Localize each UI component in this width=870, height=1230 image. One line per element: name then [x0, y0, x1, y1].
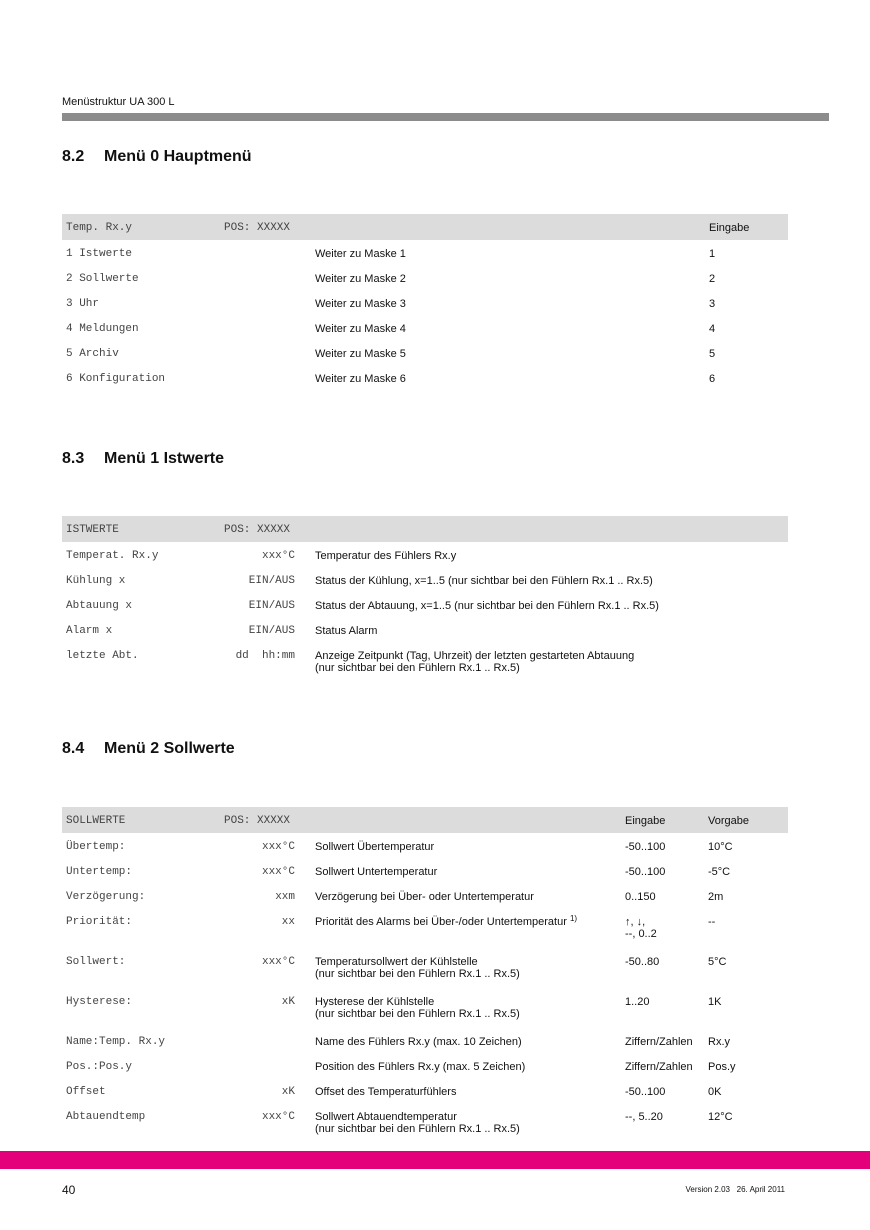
page-number: 40	[62, 1183, 76, 1197]
table-row	[62, 833, 788, 858]
header-divider	[62, 113, 829, 121]
row-default: 0K	[708, 1086, 722, 1098]
row-desc-note: (nur sichtbar bei den Fühlern Rx.1 .. Rx.5)	[315, 1008, 520, 1020]
row-value: xxx°C	[261, 550, 295, 562]
row-label: Hysterese:	[66, 996, 133, 1008]
row-label: Temperat. Rx.y	[66, 550, 159, 562]
row-label: Name:Temp. Rx.y	[66, 1036, 166, 1048]
header-input: Eingabe	[709, 222, 750, 234]
row-input: Ziffern/Zahlen	[625, 1036, 693, 1048]
header-pos: POS: XXXXX	[224, 524, 291, 536]
row-desc: Temperatur des Fühlers Rx.y	[315, 550, 457, 562]
row-desc: Name des Fühlers Rx.y (max. 10 Zeichen)	[315, 1036, 522, 1048]
row-default: Pos.y	[708, 1061, 736, 1073]
header-default: Vorgabe	[708, 815, 749, 827]
section-heading: Menü 0 Hauptmenü	[104, 148, 252, 165]
table-row	[62, 1103, 788, 1143]
row-value: EIN/AUS	[248, 600, 295, 612]
row-value: xxx°C	[261, 866, 295, 878]
table-row	[62, 567, 788, 592]
table-row	[62, 908, 788, 948]
row-label: Offset	[66, 1086, 106, 1098]
table-header	[62, 807, 788, 833]
table-header	[62, 214, 788, 240]
row-input: 4	[709, 323, 716, 335]
row-value: xK	[281, 1086, 295, 1098]
row-value: xx	[281, 916, 295, 928]
row-desc: Weiter zu Maske 3	[315, 298, 406, 310]
row-input-2: --, 0..2	[625, 928, 657, 940]
row-default: 5°C	[708, 956, 727, 968]
row-input: 6	[709, 373, 716, 385]
section-number: 8.3	[62, 450, 85, 467]
header-label: Temp. Rx.y	[66, 222, 133, 234]
table-row	[62, 1078, 788, 1103]
header-pos: POS: XXXXX	[224, 222, 291, 234]
row-label: Verzögerung:	[66, 891, 146, 903]
row-label: Untertemp:	[66, 866, 133, 878]
row-desc: Weiter zu Maske 4	[315, 323, 406, 335]
row-value: EIN/AUS	[248, 575, 295, 587]
row-value: dd hh:mm	[235, 650, 295, 662]
row-label: 5 Archiv	[66, 348, 119, 360]
row-default: 1K	[708, 996, 722, 1008]
header-pos: POS: XXXXX	[224, 815, 291, 827]
row-input: 3	[709, 298, 716, 310]
row-input: -50..100	[625, 1086, 666, 1098]
running-header: Menüstruktur UA 300 L	[62, 96, 175, 108]
row-value: xK	[281, 996, 295, 1008]
row-label: Kühlung x	[66, 575, 126, 587]
table-row	[62, 1053, 788, 1078]
row-label: letzte Abt.	[66, 650, 139, 662]
row-default: Rx.y	[708, 1036, 730, 1048]
row-desc: Sollwert Untertemperatur	[315, 866, 438, 878]
footer-accent-bar	[0, 1151, 870, 1169]
row-input: 1..20	[625, 996, 650, 1008]
row-label: Abtauung x	[66, 600, 133, 612]
header-input: Eingabe	[625, 815, 666, 827]
row-desc: Sollwert Abtauendtemperatur	[315, 1111, 457, 1123]
row-input: Ziffern/Zahlen	[625, 1061, 693, 1073]
row-desc: Sollwert Übertemperatur	[315, 841, 435, 853]
row-desc-wrap	[315, 916, 577, 928]
row-label: Pos.:Pos.y	[66, 1061, 133, 1073]
table-row	[62, 340, 788, 365]
row-default: 12°C	[708, 1111, 733, 1123]
row-desc: Weiter zu Maske 2	[315, 273, 406, 285]
header-label: ISTWERTE	[66, 524, 119, 536]
row-label: 4 Meldungen	[66, 323, 139, 335]
table-row	[62, 290, 788, 315]
row-desc: Position des Fühlers Rx.y (max. 5 Zeichen)	[315, 1061, 526, 1073]
table-row	[62, 542, 788, 567]
row-input: ↑, ↓,	[625, 916, 646, 928]
table-row	[62, 315, 788, 340]
row-input: 0..150	[625, 891, 656, 903]
row-desc: Weiter zu Maske 5	[315, 348, 406, 360]
row-input: --, 5..20	[625, 1111, 663, 1123]
row-input: 2	[709, 273, 716, 285]
row-input: -50..80	[625, 956, 660, 968]
section-title-8-3	[62, 450, 224, 468]
section-number: 8.2	[62, 148, 85, 165]
table-istwerte	[62, 516, 788, 682]
table-row	[62, 948, 788, 988]
row-default: 10°C	[708, 841, 733, 853]
table-sollwerte	[62, 807, 788, 1143]
section-title-8-2	[62, 148, 252, 166]
row-desc: Priorität des Alarms bei Über-/oder Untertemperatur	[315, 916, 567, 928]
row-desc: Anzeige Zeitpunkt (Tag, Uhrzeit) der letzten gestarteten Abtauung	[315, 650, 635, 662]
row-desc: Offset des Temperaturfühlers	[315, 1086, 457, 1098]
table-row	[62, 240, 788, 265]
row-desc-note: (nur sichtbar bei den Fühlern Rx.1 .. Rx.5)	[315, 662, 520, 674]
version-info: Version 2.03 26. April 2011	[685, 1185, 785, 1194]
table-row	[62, 858, 788, 883]
row-default: --	[708, 916, 716, 928]
row-value: xxx°C	[261, 841, 295, 853]
row-desc: Weiter zu Maske 6	[315, 373, 406, 385]
row-desc: Hysterese der Kühlstelle	[315, 996, 435, 1008]
table-row	[62, 1028, 788, 1053]
table-hauptmenue	[62, 214, 788, 390]
table-row	[62, 265, 788, 290]
header-label: SOLLWERTE	[66, 815, 126, 827]
row-input: -50..100	[625, 866, 666, 878]
row-value: xxx°C	[261, 956, 295, 968]
table-row	[62, 883, 788, 908]
section-number: 8.4	[62, 740, 85, 757]
section-title-8-4	[62, 740, 235, 758]
row-label: 1 Istwerte	[66, 248, 133, 260]
row-label: 6 Konfiguration	[66, 373, 166, 385]
table-row	[62, 617, 788, 642]
section-heading: Menü 1 Istwerte	[104, 450, 225, 467]
footnote-marker: 1)	[569, 914, 578, 923]
row-label: Sollwert:	[66, 956, 126, 968]
row-input: -50..100	[625, 841, 666, 853]
row-desc-note: (nur sichtbar bei den Fühlern Rx.1 .. Rx.5)	[315, 1123, 520, 1135]
row-desc: Status der Kühlung, x=1..5 (nur sichtbar bei den Fühlern Rx.1 .. Rx.5)	[315, 575, 653, 587]
row-input: 1	[709, 248, 716, 260]
row-desc: Status Alarm	[315, 625, 378, 637]
row-label: Priorität:	[66, 916, 133, 928]
row-desc: Temperatursollwert der Kühlstelle	[315, 956, 478, 968]
row-label: 2 Sollwerte	[66, 273, 139, 285]
row-label: Abtauendtemp	[66, 1111, 146, 1123]
table-header	[62, 516, 788, 542]
row-label: Übertemp:	[66, 841, 126, 853]
row-desc: Weiter zu Maske 1	[315, 248, 406, 260]
row-value: xxx°C	[261, 1111, 295, 1123]
table-row	[62, 592, 788, 617]
row-desc-note: (nur sichtbar bei den Fühlern Rx.1 .. Rx.5)	[315, 968, 520, 980]
row-desc: Verzögerung bei Über- oder Untertemperatur	[315, 891, 534, 903]
table-row	[62, 365, 788, 390]
row-value: xxm	[275, 891, 295, 903]
row-default: -5°C	[708, 866, 731, 878]
table-row	[62, 988, 788, 1028]
row-default: 2m	[708, 891, 724, 903]
row-value: EIN/AUS	[248, 625, 295, 637]
row-desc: Status der Abtauung, x=1..5 (nur sichtbar bei den Fühlern Rx.1 .. Rx.5)	[315, 600, 659, 612]
row-input: 5	[709, 348, 716, 360]
table-row	[62, 642, 788, 682]
row-label: 3 Uhr	[66, 298, 100, 310]
row-label: Alarm x	[66, 625, 113, 637]
section-heading: Menü 2 Sollwerte	[104, 740, 235, 757]
